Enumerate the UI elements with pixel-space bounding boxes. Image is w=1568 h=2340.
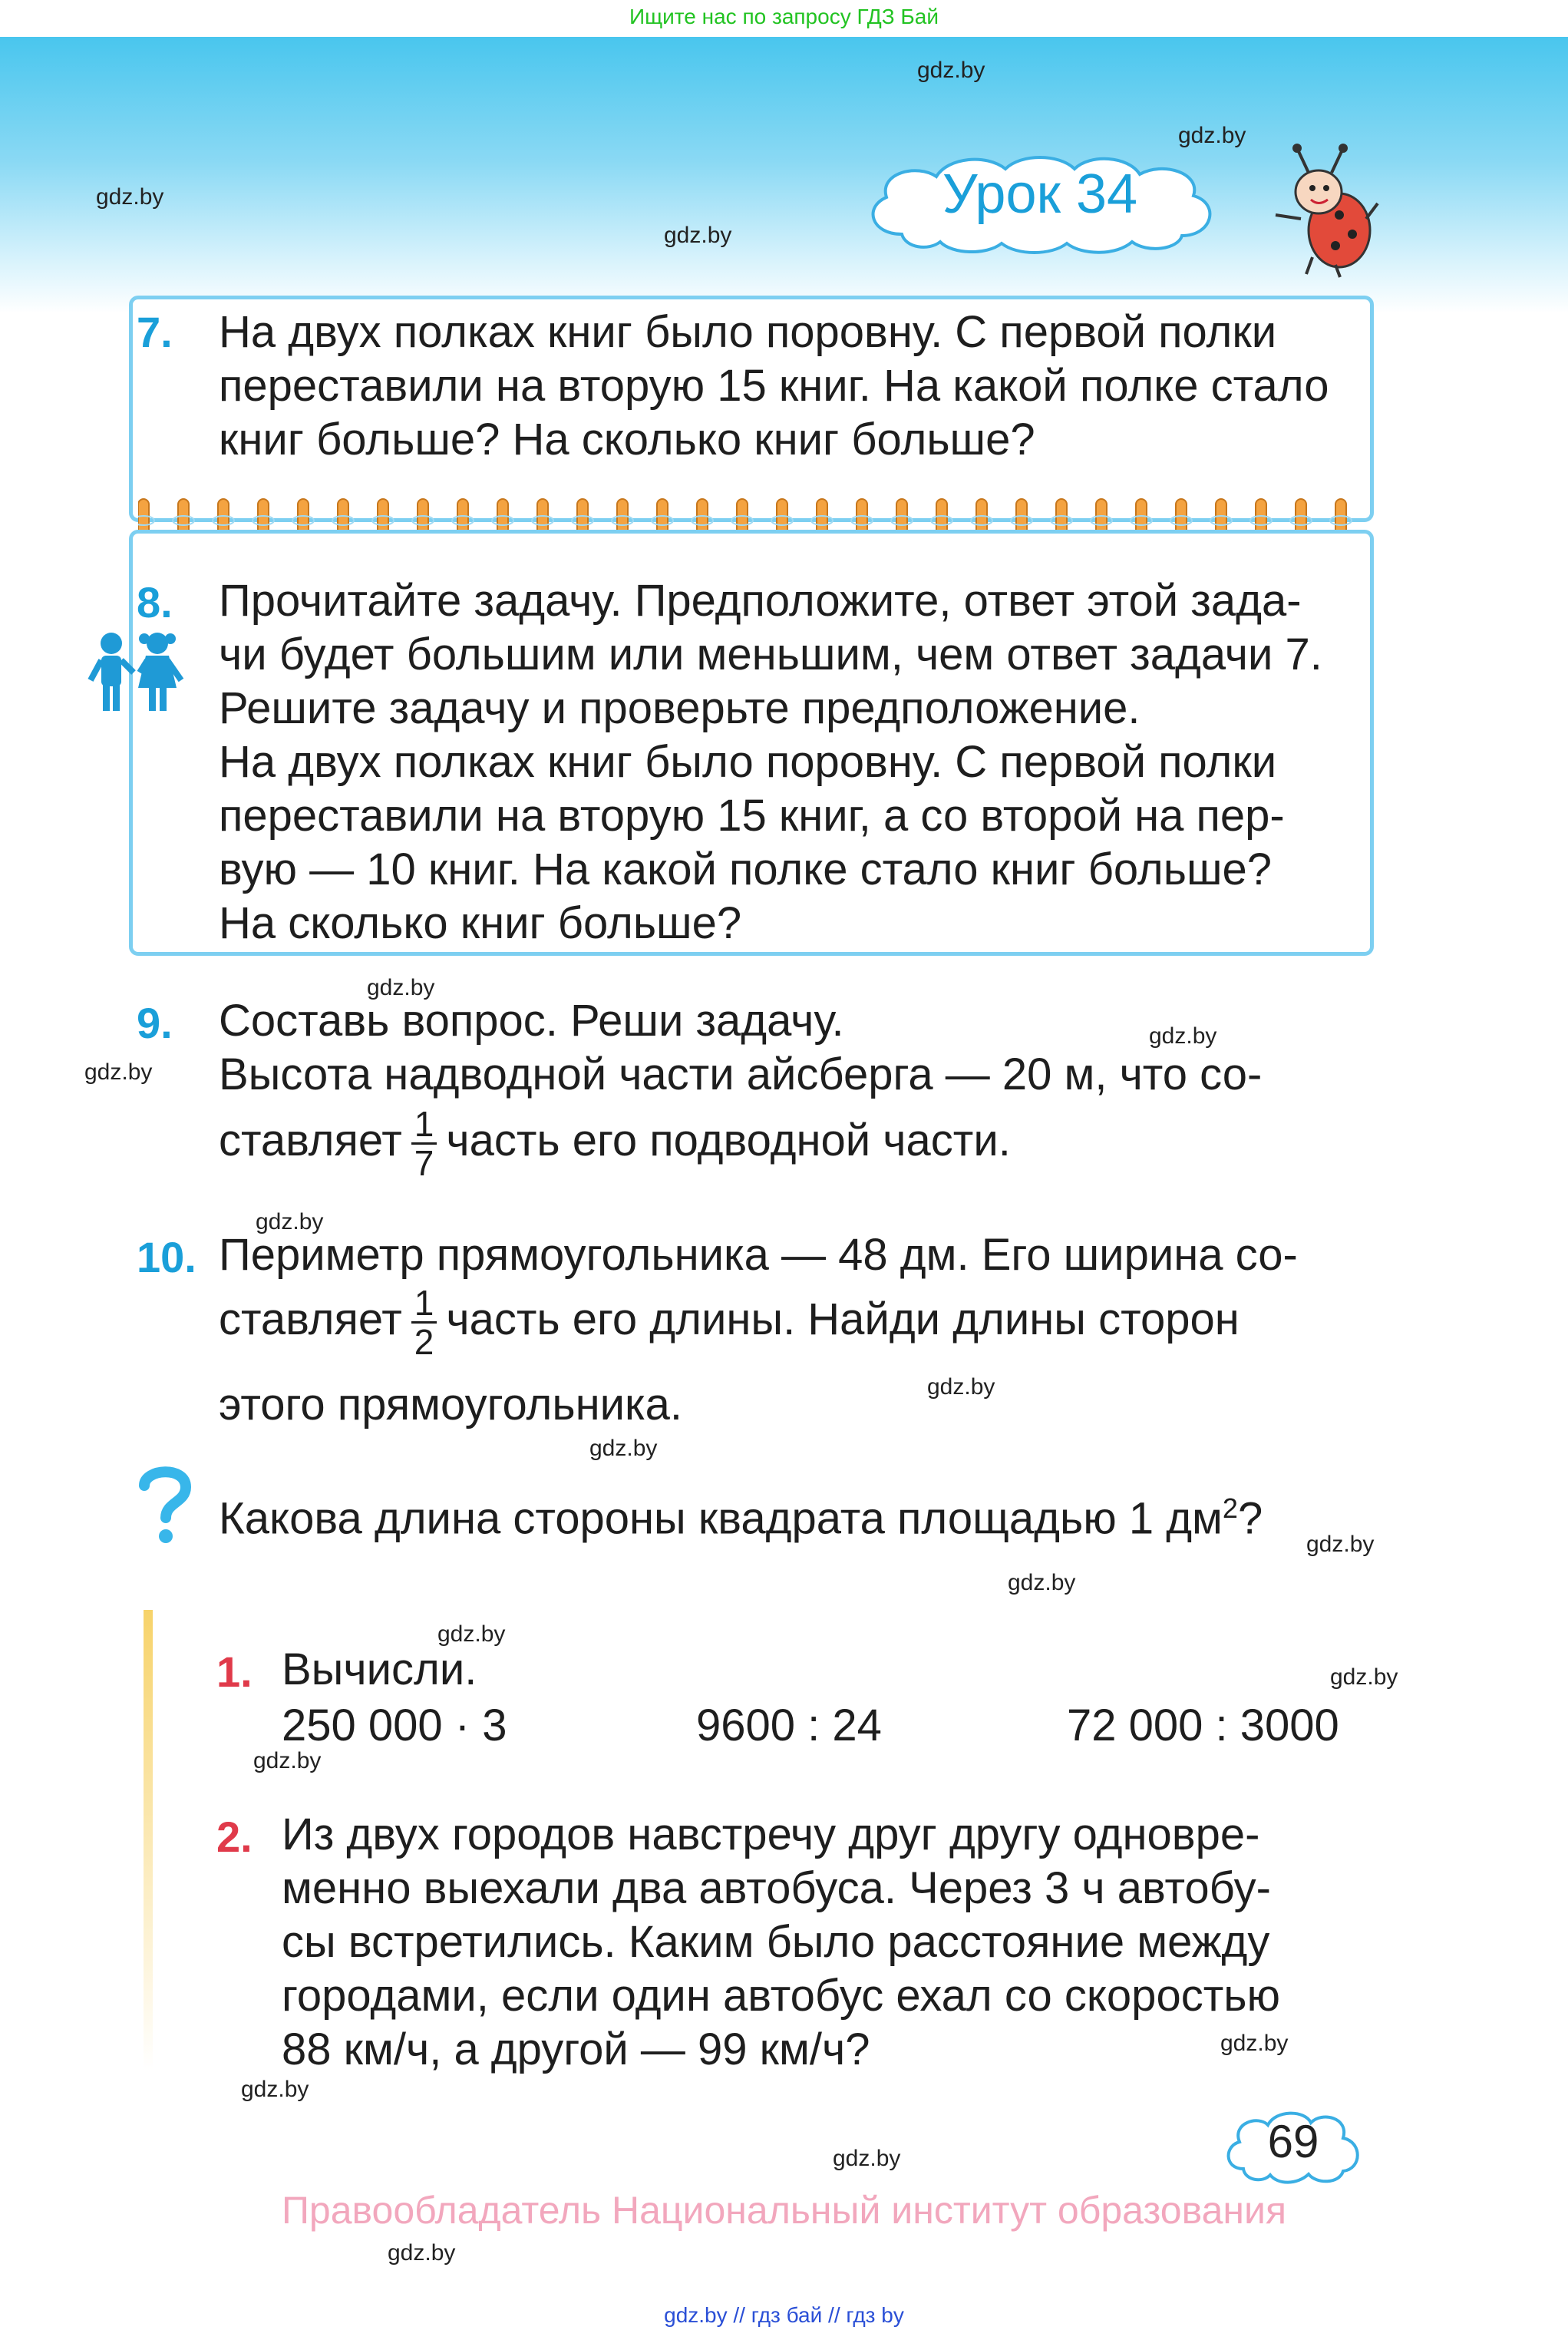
- fraction-denominator: 7: [414, 1143, 434, 1183]
- task-9-line: [219, 1106, 1011, 1182]
- task-10-line: [219, 1284, 1240, 1360]
- watermark: gdz.by: [437, 1621, 506, 1647]
- task-7-number: 7.: [137, 308, 173, 356]
- task-8-line: Решите задачу и проверьте предположение.: [219, 683, 1141, 733]
- question-text: [219, 1482, 1263, 1545]
- task-9-text: ставляет: [219, 1115, 402, 1165]
- watermark: gdz.by: [367, 975, 435, 1000]
- question-body: Какова длина стороны квадрата площадью 1 дм: [219, 1493, 1223, 1544]
- watermark: gdz.by: [96, 184, 164, 210]
- review-2-line: менно выехали два автобуса. Через 3 ч автобу-: [282, 1863, 1271, 1913]
- task-8-line: переставили на вторую 15 книг, а со второй на пер-: [219, 791, 1285, 841]
- fraction-numerator: 1: [411, 1106, 437, 1145]
- question-mark-icon: [130, 1462, 200, 1547]
- review-1-expr: 250 000 · 3: [282, 1700, 507, 1750]
- task-10-line: этого прямоугольника.: [219, 1380, 683, 1429]
- task-10-line: Периметр прямоугольника — 48 дм. Его ширина со-: [219, 1230, 1298, 1280]
- watermark: gdz.by: [84, 1059, 153, 1085]
- fraction-numerator: 1: [411, 1284, 437, 1324]
- copyright-holder: Правообладатель Национальный институт образования: [281, 2189, 1287, 2232]
- task-9-line: Высота надводной части айсберга — 20 м, что со-: [219, 1049, 1263, 1099]
- task-10-text: часть его длины. Найди длины сторон: [446, 1294, 1240, 1344]
- task-8-line: На сколько книг больше?: [219, 898, 742, 948]
- watermark: gdz.by: [917, 58, 985, 83]
- watermark: gdz.by: [1330, 1664, 1398, 1690]
- watermark: gdz.by: [1306, 1532, 1375, 1557]
- watermark: gdz.by: [388, 2240, 456, 2266]
- review-2-line: сы встретились. Каким было расстояние между: [282, 1917, 1270, 1967]
- review-2-line: городами, если один автобус ехал со скоростью: [282, 1971, 1280, 2021]
- question-end: ?: [1237, 1493, 1263, 1544]
- fraction-denominator: 2: [414, 1322, 434, 1362]
- task-8-line: чи будет большим или меньшим, чем ответ задачи 7.: [219, 630, 1322, 679]
- task-7-line: На двух полках книг было поровну. С первой полки: [219, 307, 1277, 357]
- task-7-line: книг больше? На сколько книг больше?: [219, 415, 1035, 464]
- kids-pair-icon: [84, 630, 188, 714]
- task-9-line: Составь вопрос. Реши задачу.: [219, 996, 844, 1046]
- ladybug-icon: [1266, 142, 1381, 280]
- review-1-title: Вычисли.: [282, 1644, 477, 1694]
- review-2-number: 2.: [216, 1813, 253, 1861]
- task-10-number: 10.: [137, 1233, 196, 1281]
- watermark: gdz.by: [1220, 2031, 1289, 2056]
- watermark: gdz.by: [1008, 1570, 1076, 1595]
- task-9-text: часть его подводной части.: [446, 1115, 1011, 1165]
- review-1-expr: 9600 : 24: [696, 1700, 882, 1750]
- review-2-line: Из двух городов навстречу друг другу одновре-: [282, 1810, 1260, 1859]
- review-2-line: 88 км/ч, а другой — 99 км/ч?: [282, 2024, 870, 2074]
- fraction: [411, 1106, 437, 1182]
- task-8-line: вую — 10 книг. На какой полке стало книг больше?: [219, 844, 1273, 894]
- review-1-number: 1.: [216, 1648, 253, 1696]
- footer-links[interactable]: gdz.by // гдз бай // гдз by: [664, 2303, 904, 2327]
- watermark: gdz.by: [241, 2077, 309, 2102]
- task-9-number: 9.: [137, 999, 173, 1047]
- task-8-line: Прочитайте задачу. Предположите, ответ этой зада-: [219, 576, 1302, 626]
- watermark: gdz.by: [589, 1436, 658, 1461]
- top-banner[interactable]: Ищите нас по запросу ГДЗ Бай: [629, 5, 939, 28]
- watermark: gdz.by: [256, 1209, 324, 1234]
- question-superscript: 2: [1222, 1492, 1238, 1524]
- review-1-expr: 72 000 : 3000: [1067, 1700, 1339, 1750]
- page-number: 69: [1267, 2116, 1319, 2167]
- watermark: gdz.by: [1178, 123, 1246, 148]
- fraction: [411, 1284, 437, 1360]
- task-8-line: На двух полках книг было поровну. С первой полки: [219, 737, 1277, 787]
- watermark: gdz.by: [927, 1374, 995, 1400]
- task-8-number: 8.: [137, 578, 173, 626]
- watermark: gdz.by: [833, 2146, 901, 2171]
- task-7-line: переставили на вторую 15 книг. На какой полке стало: [219, 361, 1329, 411]
- watermark: gdz.by: [253, 1748, 322, 1773]
- task-10-text: ставляет: [219, 1294, 402, 1344]
- lesson-title: Урок 34: [942, 164, 1138, 225]
- watermark: gdz.by: [1149, 1023, 1217, 1049]
- watermark: gdz.by: [664, 223, 732, 248]
